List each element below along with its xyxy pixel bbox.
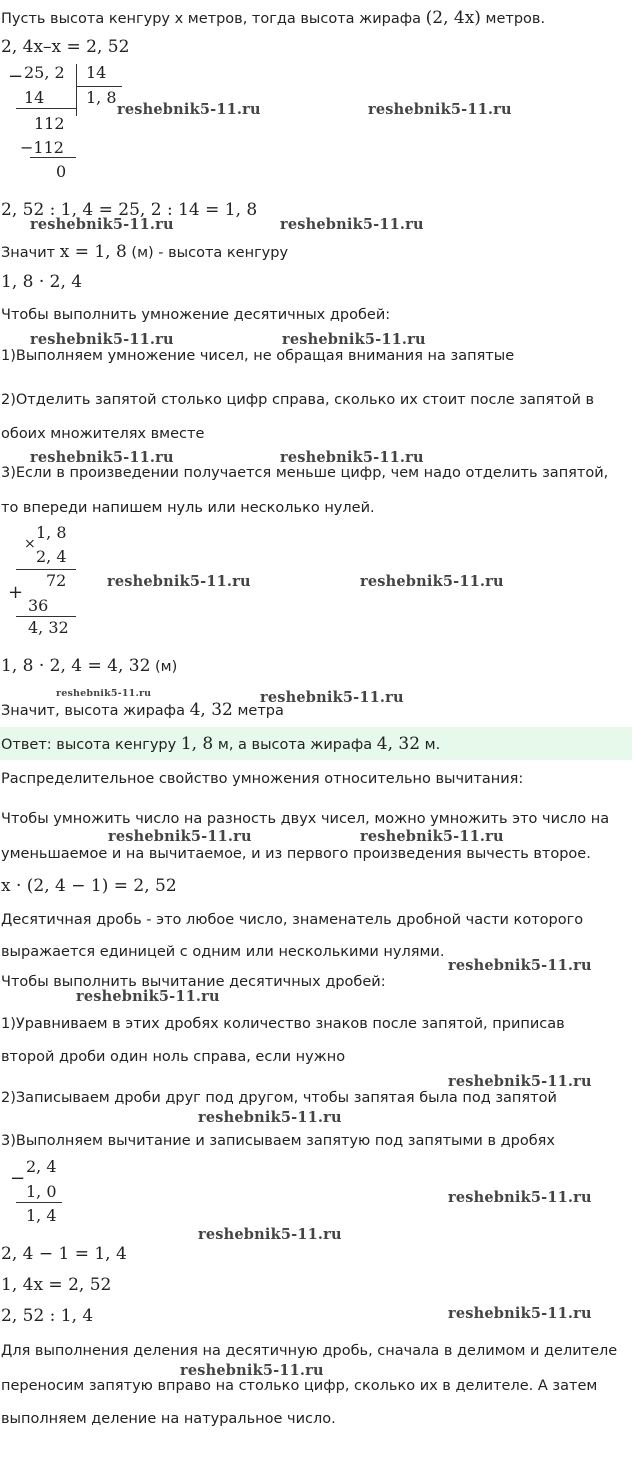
equation-6: 2, 4 − 1 = 1, 4	[1, 1244, 127, 1264]
watermark: reshebnik5-11.ru	[368, 101, 512, 118]
remainder-1: 112	[34, 114, 65, 133]
quotient: 1, 8	[86, 88, 117, 107]
definition-1: Десятичная дробь - это любое число, знаменатель дробной части которого	[1, 912, 584, 928]
property-heading: Распределительное свойство умножения относительно вычитания:	[1, 771, 524, 787]
divisor: 14	[86, 63, 107, 82]
property-text-1: Чтобы умножить число на разность двух чисел, можно умножить это число на	[1, 811, 610, 827]
subtraction-step-1-cont: второй дроби один ноль справа, если нужно	[1, 1049, 346, 1065]
problem-statement: Пусть высота кенгуру х метров, тогда высота жирафа (2, 4x) метров.	[1, 8, 546, 28]
watermark: reshebnik5-11.ru	[448, 1189, 592, 1206]
watermark: reshebnik5-11.ru	[280, 216, 424, 233]
watermark: reshebnik5-11.ru	[360, 828, 504, 845]
rule-step-2: 2)Отделить запятой столько цифр справа, сколько их стоит после запятой в	[1, 392, 595, 408]
kangaroo-height: Значит x = 1, 8 (м) - высота кенгуру	[1, 242, 289, 262]
equation-3: 1, 8 · 2, 4	[1, 272, 83, 292]
watermark: reshebnik5-11.ru	[107, 573, 251, 590]
subtrahend-1: 14	[24, 88, 45, 107]
property-text-2: уменьшаемое и на вычитаемое, и из первого произведения вычесть второе.	[1, 846, 591, 862]
watermark: reshebnik5-11.ru	[448, 1073, 592, 1090]
rule-step-2-cont: обоих множителях вместе	[1, 426, 205, 442]
division-rule-3: выполняем деление на натуральное число.	[1, 1411, 336, 1427]
definition-2: выражается единицей с одним или несколькими нулями.	[1, 944, 445, 960]
equation-5: x · (2, 4 − 1) = 2, 52	[1, 876, 177, 896]
division-rule-2: переносим запятую вправо на столько цифр, сколько их в делителе. А затем	[1, 1378, 598, 1394]
division-rule-1: Для выполнения деления на десятичную дробь, сначала в делимом и делителе	[1, 1343, 618, 1359]
watermark: reshebnik5-11.ru	[108, 828, 252, 845]
subtrahend-2: −112	[20, 138, 64, 157]
watermark: reshebnik5-11.ru	[117, 101, 261, 118]
equation-7: 1, 4x = 2, 52	[1, 1275, 112, 1295]
watermark: reshebnik5-11.ru	[360, 573, 504, 590]
rule-step-3-cont: то впереди напишем нуль или несколько нулей.	[1, 500, 375, 516]
equation-2: 2, 52 : 1, 4 = 25, 2 : 14 = 1, 8	[1, 200, 258, 220]
rule-step-1: 1)Выполняем умножение чисел, не обращая внимания на запятые	[1, 348, 515, 364]
subtraction-step-1: 1)Уравниваем в этих дробях количество знаков после запятой, приписав	[1, 1016, 565, 1032]
equation-1: 2, 4x–x = 2, 52	[1, 37, 130, 57]
subtraction-step-2: 2)Записываем дроби друг под другом, чтобы запятая была под запятой	[1, 1090, 557, 1106]
giraffe-height: Значит, высота жирафа 4, 32 метра	[1, 700, 284, 720]
watermark: reshebnik5-11.ru	[448, 957, 592, 974]
watermark: reshebnik5-11.ru	[30, 216, 174, 233]
watermark: reshebnik5-11.ru	[282, 331, 426, 348]
remainder-2: 0	[56, 162, 67, 181]
rule-heading: Чтобы выполнить умножение десятичных дробей:	[1, 307, 391, 323]
equation-4: 1, 8 · 2, 4 = 4, 32 (м)	[1, 656, 178, 676]
equation-8: 2, 52 : 1, 4	[1, 1306, 94, 1326]
watermark: reshebnik5-11.ru	[448, 1305, 592, 1322]
watermark: reshebnik5-11.ru	[198, 1226, 342, 1243]
watermark-small: reshebnik5-11.ru	[56, 688, 152, 699]
watermark: reshebnik5-11.ru	[280, 449, 424, 466]
watermark: reshebnik5-11.ru	[198, 1109, 342, 1126]
watermark: reshebnik5-11.ru	[76, 988, 220, 1005]
watermark: reshebnik5-11.ru	[180, 1362, 324, 1379]
watermark: reshebnik5-11.ru	[260, 689, 404, 706]
dividend: 25, 2	[24, 63, 65, 82]
watermark: reshebnik5-11.ru	[30, 449, 174, 466]
answer-text: Ответ: высота кенгуру 1, 8 м, а высота жирафа 4, 32 м.	[1, 734, 441, 754]
watermark: reshebnik5-11.ru	[30, 331, 174, 348]
math-expr: (2, 4x)	[425, 8, 481, 28]
rule-step-3: 3)Если в произведении получается меньше цифр, чем надо отделить запятой,	[1, 465, 609, 481]
subtraction-step-3: 3)Выполняем вычитание и записываем запятую под запятыми в дробях	[1, 1133, 555, 1149]
subtraction-heading: Чтобы выполнить вычитание десятичных дробей:	[1, 974, 386, 990]
